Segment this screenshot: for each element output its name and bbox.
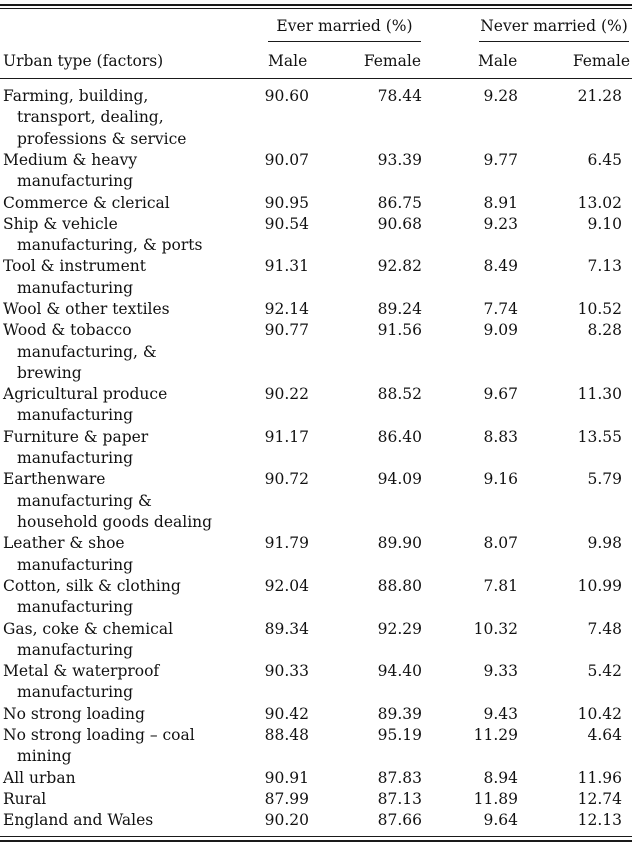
cell-ever-male: 90.07 (264, 150, 309, 169)
row-label (3, 533, 233, 576)
row-label (3, 661, 233, 704)
cell-ever-male: 90.77 (264, 321, 309, 340)
column-header-ever-female: Female (363, 52, 421, 70)
cell-never-female: 7.48 (587, 619, 622, 638)
row-label-line: manufacturing, & ports (17, 236, 203, 255)
row-label-line: manufacturing (17, 406, 134, 425)
row-label (3, 704, 233, 725)
cell-ever-female: 89.24 (377, 300, 422, 318)
row-label-line: manufacturing & (17, 491, 152, 510)
row-label-line: Wood & tobacco (3, 321, 132, 340)
cell-never-female: 12.74 (577, 789, 622, 808)
cell-ever-male: 89.34 (264, 619, 309, 638)
column-header-never-male: Male (478, 52, 518, 70)
cell-never-female: 8.28 (587, 321, 622, 340)
cell-ever-male: 91.17 (264, 427, 309, 446)
cell-never-female: 4.64 (587, 726, 622, 744)
row-label-line: Medium & heavy (3, 150, 138, 169)
row-label-line: manufacturing (17, 172, 134, 191)
cell-never-male: 9.28 (483, 87, 518, 105)
row-label-line: Cotton, silk & clothing (3, 576, 181, 595)
row-label (3, 214, 233, 257)
cell-never-male: 9.67 (483, 385, 518, 404)
cell-never-male: 11.89 (473, 789, 518, 808)
cell-ever-male: 90.60 (264, 87, 309, 105)
row-label-line: No strong loading – coal (3, 726, 195, 744)
cell-never-female: 21.28 (577, 87, 622, 105)
cell-ever-female: 92.29 (377, 619, 422, 638)
cell-ever-female: 87.83 (377, 768, 422, 787)
cell-never-male: 8.07 (483, 534, 518, 553)
cell-never-female: 11.96 (577, 768, 622, 787)
cell-never-female: 13.02 (577, 193, 622, 212)
cell-never-female: 10.99 (577, 576, 622, 595)
cell-never-female: 9.98 (587, 534, 622, 553)
cell-ever-male: 90.22 (264, 385, 309, 404)
cell-never-male: 8.91 (483, 193, 518, 212)
cell-never-female: 5.42 (587, 662, 622, 681)
cell-never-male: 9.09 (483, 321, 518, 340)
row-label-line: Wool & other textiles (3, 300, 170, 318)
row-label (3, 320, 233, 384)
row-label-line: manufacturing (17, 555, 134, 574)
column-header-ever-male: Male (268, 52, 308, 70)
row-label-line: Metal & waterproof (3, 662, 160, 681)
cell-ever-female: 86.40 (377, 427, 422, 446)
row-label-line: brewing (17, 363, 82, 382)
row-label-line: transport, dealing, (17, 108, 164, 127)
header-rule (0, 78, 632, 79)
cell-ever-female: 86.75 (377, 193, 422, 212)
row-label (3, 150, 233, 193)
cell-ever-female: 88.80 (377, 576, 422, 595)
cell-ever-female: 95.19 (377, 726, 422, 744)
cell-never-male: 9.33 (483, 662, 518, 681)
cell-never-male: 9.23 (483, 214, 518, 233)
top-double-rule-2 (0, 8, 632, 9)
cell-ever-male: 92.14 (264, 300, 309, 318)
row-label (3, 469, 233, 533)
cell-ever-female: 92.82 (377, 257, 422, 276)
row-label (3, 299, 233, 320)
bottom-double-rule-1 (0, 836, 632, 837)
row-label-line: Ship & vehicle (3, 214, 118, 233)
cell-ever-female: 89.39 (377, 704, 422, 723)
cell-ever-male: 90.54 (264, 214, 309, 233)
row-label (3, 427, 233, 470)
cell-ever-female: 93.39 (377, 150, 422, 169)
row-label-line: Furniture & paper (3, 427, 149, 446)
cell-never-male: 9.43 (483, 704, 518, 723)
cell-ever-male: 90.20 (264, 811, 309, 830)
cell-never-female: 9.10 (587, 214, 622, 233)
cell-never-male: 8.49 (483, 257, 518, 276)
row-label-line: manufacturing (17, 278, 134, 297)
column-header-urban-type: Urban type (factors) (3, 52, 164, 70)
cell-never-male: 7.81 (483, 576, 518, 595)
row-label (3, 789, 233, 810)
row-label (3, 86, 233, 150)
row-label (3, 384, 233, 427)
row-label (3, 619, 233, 662)
group-header-never-married: Never married (%) (480, 17, 628, 35)
cell-ever-female: 88.52 (377, 385, 422, 404)
row-label-line: manufacturing (17, 683, 134, 702)
row-label-line: England and Wales (3, 811, 154, 830)
cell-never-male: 9.64 (483, 811, 518, 830)
cell-never-male: 11.29 (473, 726, 518, 744)
row-label (3, 725, 233, 768)
cell-never-male: 8.83 (483, 427, 518, 446)
row-label (3, 576, 233, 619)
cell-ever-female: 94.40 (377, 662, 422, 681)
cell-ever-male: 90.33 (264, 662, 309, 681)
row-label-line: professions & service (17, 129, 187, 148)
row-label-line: All urban (3, 768, 76, 787)
cell-never-female: 13.55 (577, 427, 622, 446)
cell-never-male: 10.32 (473, 619, 518, 638)
cell-ever-female: 91.56 (377, 321, 422, 340)
cell-ever-male: 90.72 (264, 470, 309, 489)
cell-never-female: 11.30 (577, 385, 622, 404)
cell-never-female: 12.13 (577, 811, 622, 830)
group-underline-never-married (479, 41, 629, 42)
cell-ever-male: 91.31 (264, 257, 309, 276)
cell-ever-male: 90.91 (264, 768, 309, 787)
row-label-line: Commerce & clerical (3, 193, 170, 212)
bottom-double-rule-2 (0, 840, 632, 842)
row-label-line: Gas, coke & chemical (3, 619, 174, 638)
group-header-ever-married: Ever married (%) (276, 17, 413, 35)
row-label-line: manufacturing (17, 449, 134, 468)
cell-ever-female: 90.68 (377, 214, 422, 233)
cell-never-male: 9.16 (483, 470, 518, 489)
row-label-line: manufacturing (17, 598, 134, 617)
row-label-line: household goods dealing (17, 512, 213, 531)
row-label-line: mining (17, 747, 72, 766)
cell-ever-female: 78.44 (377, 87, 422, 105)
cell-never-female: 5.79 (587, 470, 622, 489)
cell-ever-male: 90.42 (264, 704, 309, 723)
cell-ever-female: 94.09 (377, 470, 422, 489)
group-underline-ever-married (268, 41, 421, 42)
cell-ever-male: 90.95 (264, 193, 309, 212)
top-double-rule-1 (0, 4, 632, 6)
row-label-line: Tool & instrument (3, 257, 147, 276)
row-label-line: manufacturing, & (17, 342, 157, 361)
row-label (3, 256, 233, 299)
cell-ever-female: 87.13 (377, 789, 422, 808)
row-label-line: manufacturing (17, 640, 134, 659)
row-label-line: Earthenware (3, 470, 106, 489)
cell-ever-male: 91.79 (264, 534, 309, 553)
cell-never-female: 10.42 (577, 704, 622, 723)
cell-ever-female: 87.66 (377, 811, 422, 830)
cell-ever-female: 89.90 (377, 534, 422, 553)
cell-never-male: 7.74 (483, 300, 518, 318)
cell-never-male: 8.94 (483, 768, 518, 787)
cell-ever-male: 92.04 (264, 576, 309, 595)
row-label-line: Leather & shoe (3, 534, 125, 553)
cell-ever-male: 88.48 (264, 726, 309, 744)
row-label-line: No strong loading (3, 704, 145, 723)
row-label-line: Farming, building, (3, 87, 149, 105)
cell-never-male: 9.77 (483, 150, 518, 169)
cell-ever-male: 87.99 (264, 789, 309, 808)
row-label-line: Agricultural produce (3, 385, 168, 404)
cell-never-female: 7.13 (587, 257, 622, 276)
cell-never-female: 10.52 (577, 300, 622, 318)
row-label (3, 193, 233, 214)
row-label (3, 810, 233, 831)
column-header-never-female: Female (572, 52, 630, 70)
row-label (3, 768, 233, 789)
cell-never-female: 6.45 (587, 150, 622, 169)
row-label-line: Rural (3, 789, 47, 808)
